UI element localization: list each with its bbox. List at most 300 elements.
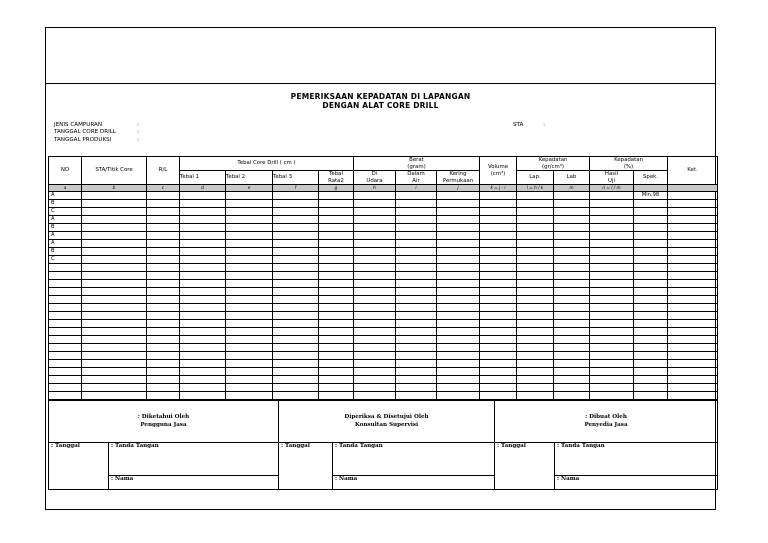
table-cell[interactable] xyxy=(180,231,226,239)
table-cell[interactable] xyxy=(147,375,180,383)
table-cell[interactable] xyxy=(49,367,82,375)
table-cell[interactable] xyxy=(480,367,517,375)
table-cell[interactable] xyxy=(226,223,273,231)
table-cell[interactable] xyxy=(354,343,396,351)
table-cell[interactable] xyxy=(668,231,718,239)
table-cell[interactable] xyxy=(590,263,634,271)
table-cell[interactable] xyxy=(480,343,517,351)
table-cell[interactable] xyxy=(668,191,718,199)
row-label[interactable]: B xyxy=(49,223,82,231)
table-cell[interactable] xyxy=(634,343,668,351)
table-cell[interactable] xyxy=(180,279,226,287)
table-cell[interactable] xyxy=(226,367,273,375)
table-cell[interactable] xyxy=(180,391,226,399)
table-cell[interactable] xyxy=(354,199,396,207)
table-cell[interactable] xyxy=(437,327,480,335)
table-cell[interactable] xyxy=(480,303,517,311)
table-cell[interactable] xyxy=(634,287,668,295)
table-cell[interactable] xyxy=(273,207,319,215)
table-cell[interactable] xyxy=(319,191,354,199)
table-cell[interactable] xyxy=(634,239,668,247)
table-cell[interactable] xyxy=(590,271,634,279)
table-cell[interactable] xyxy=(273,383,319,391)
table-cell[interactable] xyxy=(147,359,180,367)
table-cell[interactable] xyxy=(590,351,634,359)
table-cell[interactable] xyxy=(668,375,718,383)
table-cell[interactable] xyxy=(147,303,180,311)
table-cell[interactable] xyxy=(226,343,273,351)
table-cell[interactable] xyxy=(396,319,437,327)
table-cell[interactable] xyxy=(82,247,147,255)
table-cell[interactable] xyxy=(668,311,718,319)
table-cell[interactable] xyxy=(354,207,396,215)
table-cell[interactable] xyxy=(49,327,82,335)
table-cell[interactable] xyxy=(147,351,180,359)
table-cell[interactable] xyxy=(634,215,668,223)
table-cell[interactable] xyxy=(273,319,319,327)
table-cell[interactable] xyxy=(180,351,226,359)
table-cell[interactable] xyxy=(180,255,226,263)
table-cell[interactable] xyxy=(319,239,354,247)
table-cell[interactable] xyxy=(396,231,437,239)
table-cell[interactable] xyxy=(437,263,480,271)
table-cell[interactable] xyxy=(319,351,354,359)
table-cell[interactable] xyxy=(226,255,273,263)
table-cell[interactable] xyxy=(517,239,554,247)
table-cell[interactable] xyxy=(668,247,718,255)
table-cell[interactable] xyxy=(82,295,147,303)
table-cell[interactable] xyxy=(226,231,273,239)
table-cell[interactable] xyxy=(396,351,437,359)
table-cell[interactable] xyxy=(273,367,319,375)
table-cell[interactable] xyxy=(273,335,319,343)
table-cell[interactable] xyxy=(590,375,634,383)
table-cell[interactable] xyxy=(554,287,590,295)
table-cell[interactable] xyxy=(147,223,180,231)
table-cell[interactable] xyxy=(634,391,668,399)
table-cell[interactable] xyxy=(147,343,180,351)
table-cell[interactable] xyxy=(273,247,319,255)
table-cell[interactable] xyxy=(82,351,147,359)
table-cell[interactable] xyxy=(147,199,180,207)
table-cell[interactable] xyxy=(668,199,718,207)
table-cell[interactable] xyxy=(590,239,634,247)
table-cell[interactable] xyxy=(82,263,147,271)
table-cell[interactable] xyxy=(226,335,273,343)
table-cell[interactable] xyxy=(590,199,634,207)
table-cell[interactable] xyxy=(354,303,396,311)
table-cell[interactable] xyxy=(634,327,668,335)
table-cell[interactable] xyxy=(554,295,590,303)
table-cell[interactable] xyxy=(396,207,437,215)
table-cell[interactable] xyxy=(517,375,554,383)
table-cell[interactable] xyxy=(180,327,226,335)
table-cell[interactable] xyxy=(517,215,554,223)
table-cell[interactable] xyxy=(319,215,354,223)
table-cell[interactable] xyxy=(480,319,517,327)
table-cell[interactable] xyxy=(437,287,480,295)
table-cell[interactable] xyxy=(180,199,226,207)
table-cell[interactable] xyxy=(49,311,82,319)
table-cell[interactable] xyxy=(147,255,180,263)
table-cell[interactable] xyxy=(354,391,396,399)
table-cell[interactable] xyxy=(319,311,354,319)
table-cell[interactable] xyxy=(273,215,319,223)
table-cell[interactable] xyxy=(480,327,517,335)
table-cell[interactable] xyxy=(82,367,147,375)
table-cell[interactable] xyxy=(437,255,480,263)
table-cell[interactable] xyxy=(180,383,226,391)
table-cell[interactable] xyxy=(396,383,437,391)
table-cell[interactable] xyxy=(354,327,396,335)
table-cell[interactable] xyxy=(517,255,554,263)
table-cell[interactable] xyxy=(517,295,554,303)
table-cell[interactable] xyxy=(147,271,180,279)
table-cell[interactable] xyxy=(147,319,180,327)
table-cell[interactable] xyxy=(273,295,319,303)
table-cell[interactable] xyxy=(82,279,147,287)
table-cell[interactable] xyxy=(82,271,147,279)
table-cell[interactable] xyxy=(437,383,480,391)
table-cell[interactable] xyxy=(437,279,480,287)
table-cell[interactable] xyxy=(554,343,590,351)
table-cell[interactable] xyxy=(634,279,668,287)
table-cell[interactable] xyxy=(396,199,437,207)
table-cell[interactable] xyxy=(319,231,354,239)
table-cell[interactable] xyxy=(49,351,82,359)
table-cell[interactable] xyxy=(49,391,82,399)
table-cell[interactable] xyxy=(590,391,634,399)
table-cell[interactable] xyxy=(480,375,517,383)
table-cell[interactable] xyxy=(517,327,554,335)
table-cell[interactable] xyxy=(319,255,354,263)
table-cell[interactable] xyxy=(147,215,180,223)
table-cell[interactable] xyxy=(554,215,590,223)
row-label[interactable]: C xyxy=(49,255,82,263)
table-cell[interactable] xyxy=(273,255,319,263)
table-cell[interactable] xyxy=(480,295,517,303)
table-cell[interactable] xyxy=(82,199,147,207)
table-cell[interactable] xyxy=(590,191,634,199)
table-cell[interactable] xyxy=(49,359,82,367)
table-cell[interactable] xyxy=(226,359,273,367)
table-cell[interactable] xyxy=(49,279,82,287)
table-cell[interactable] xyxy=(396,303,437,311)
table-cell[interactable] xyxy=(590,255,634,263)
table-cell[interactable] xyxy=(590,279,634,287)
table-cell[interactable] xyxy=(82,239,147,247)
table-cell[interactable] xyxy=(319,247,354,255)
table-cell[interactable] xyxy=(49,295,82,303)
table-cell[interactable] xyxy=(82,231,147,239)
table-cell[interactable] xyxy=(517,303,554,311)
table-cell[interactable] xyxy=(147,327,180,335)
table-cell[interactable] xyxy=(668,383,718,391)
table-cell[interactable] xyxy=(319,335,354,343)
table-cell[interactable] xyxy=(668,367,718,375)
table-cell[interactable] xyxy=(517,335,554,343)
table-cell[interactable] xyxy=(49,335,82,343)
row-label[interactable]: B xyxy=(49,199,82,207)
table-cell[interactable] xyxy=(517,207,554,215)
table-cell[interactable] xyxy=(554,207,590,215)
table-cell[interactable] xyxy=(49,383,82,391)
table-cell[interactable] xyxy=(437,231,480,239)
table-cell[interactable] xyxy=(396,247,437,255)
table-cell[interactable] xyxy=(82,255,147,263)
table-cell[interactable] xyxy=(273,343,319,351)
table-cell[interactable] xyxy=(517,367,554,375)
table-cell[interactable] xyxy=(319,359,354,367)
table-cell[interactable] xyxy=(82,359,147,367)
table-cell[interactable] xyxy=(590,247,634,255)
table-cell[interactable] xyxy=(319,391,354,399)
table-cell[interactable] xyxy=(82,375,147,383)
table-cell[interactable] xyxy=(480,335,517,343)
table-cell[interactable] xyxy=(273,263,319,271)
table-cell[interactable] xyxy=(319,343,354,351)
table-cell[interactable] xyxy=(354,215,396,223)
table-cell[interactable] xyxy=(273,223,319,231)
table-cell[interactable] xyxy=(437,239,480,247)
table-cell[interactable] xyxy=(668,239,718,247)
table-cell[interactable] xyxy=(319,383,354,391)
table-cell[interactable] xyxy=(480,263,517,271)
table-cell[interactable] xyxy=(147,391,180,399)
table-cell[interactable] xyxy=(554,255,590,263)
table-cell[interactable] xyxy=(147,367,180,375)
table-cell[interactable] xyxy=(517,287,554,295)
table-cell[interactable] xyxy=(634,303,668,311)
table-cell[interactable] xyxy=(354,231,396,239)
table-cell[interactable] xyxy=(273,311,319,319)
table-cell[interactable] xyxy=(354,311,396,319)
table-cell[interactable] xyxy=(396,335,437,343)
table-cell[interactable] xyxy=(554,327,590,335)
table-cell[interactable] xyxy=(634,367,668,375)
table-cell[interactable] xyxy=(226,351,273,359)
table-cell[interactable] xyxy=(273,327,319,335)
table-cell[interactable] xyxy=(480,311,517,319)
table-cell[interactable] xyxy=(49,263,82,271)
table-cell[interactable] xyxy=(517,311,554,319)
table-cell[interactable] xyxy=(354,191,396,199)
table-cell[interactable] xyxy=(634,271,668,279)
table-cell[interactable] xyxy=(517,263,554,271)
table-cell[interactable] xyxy=(226,263,273,271)
table-cell[interactable] xyxy=(668,351,718,359)
table-cell[interactable] xyxy=(590,303,634,311)
table-cell[interactable] xyxy=(634,375,668,383)
table-cell[interactable] xyxy=(226,247,273,255)
table-cell[interactable] xyxy=(517,359,554,367)
table-cell[interactable] xyxy=(180,319,226,327)
table-cell[interactable] xyxy=(554,383,590,391)
table-cell[interactable] xyxy=(517,191,554,199)
table-cell[interactable] xyxy=(319,367,354,375)
table-cell[interactable] xyxy=(226,279,273,287)
table-cell[interactable] xyxy=(82,287,147,295)
table-cell[interactable] xyxy=(273,287,319,295)
table-cell[interactable] xyxy=(273,303,319,311)
table-cell[interactable] xyxy=(554,279,590,287)
table-cell[interactable] xyxy=(319,375,354,383)
table-cell[interactable] xyxy=(82,311,147,319)
table-cell[interactable] xyxy=(226,375,273,383)
row-label[interactable]: A xyxy=(49,191,82,199)
table-cell[interactable] xyxy=(49,319,82,327)
table-cell[interactable] xyxy=(396,359,437,367)
table-cell[interactable] xyxy=(396,279,437,287)
table-cell[interactable] xyxy=(554,319,590,327)
table-cell[interactable] xyxy=(180,191,226,199)
table-cell[interactable] xyxy=(354,335,396,343)
table-cell[interactable] xyxy=(396,239,437,247)
table-cell[interactable] xyxy=(396,343,437,351)
table-cell[interactable] xyxy=(319,199,354,207)
table-cell[interactable] xyxy=(354,375,396,383)
table-cell[interactable] xyxy=(147,287,180,295)
row-label[interactable]: A xyxy=(49,231,82,239)
table-cell[interactable] xyxy=(517,383,554,391)
table-cell[interactable] xyxy=(226,287,273,295)
table-cell[interactable] xyxy=(354,383,396,391)
table-cell[interactable] xyxy=(396,223,437,231)
table-cell[interactable] xyxy=(49,271,82,279)
table-cell[interactable] xyxy=(634,263,668,271)
table-cell[interactable] xyxy=(437,351,480,359)
table-cell[interactable] xyxy=(634,199,668,207)
table-cell[interactable] xyxy=(554,247,590,255)
table-cell[interactable] xyxy=(517,247,554,255)
table-cell[interactable] xyxy=(634,223,668,231)
table-cell[interactable] xyxy=(180,263,226,271)
table-cell[interactable] xyxy=(396,327,437,335)
table-cell[interactable] xyxy=(354,295,396,303)
table-cell[interactable] xyxy=(517,391,554,399)
table-cell[interactable] xyxy=(273,351,319,359)
table-cell[interactable] xyxy=(180,215,226,223)
table-cell[interactable] xyxy=(319,287,354,295)
table-cell[interactable] xyxy=(437,343,480,351)
table-cell[interactable] xyxy=(147,231,180,239)
table-cell[interactable] xyxy=(319,295,354,303)
table-cell[interactable] xyxy=(590,215,634,223)
table-cell[interactable] xyxy=(554,391,590,399)
table-cell[interactable] xyxy=(180,359,226,367)
table-cell[interactable] xyxy=(396,215,437,223)
table-cell[interactable] xyxy=(480,391,517,399)
table-cell[interactable] xyxy=(273,191,319,199)
table-cell[interactable] xyxy=(590,327,634,335)
table-cell[interactable] xyxy=(668,335,718,343)
table-cell[interactable] xyxy=(147,239,180,247)
table-cell[interactable] xyxy=(396,311,437,319)
table-cell[interactable] xyxy=(273,271,319,279)
table-cell[interactable] xyxy=(668,327,718,335)
table-cell[interactable] xyxy=(480,271,517,279)
table-cell[interactable] xyxy=(82,319,147,327)
table-cell[interactable] xyxy=(396,287,437,295)
table-cell[interactable] xyxy=(590,223,634,231)
table-cell[interactable] xyxy=(273,231,319,239)
table-cell[interactable] xyxy=(396,271,437,279)
table-cell[interactable] xyxy=(634,359,668,367)
table-cell[interactable] xyxy=(634,351,668,359)
table-cell[interactable] xyxy=(319,271,354,279)
table-cell[interactable] xyxy=(437,199,480,207)
table-cell[interactable] xyxy=(554,239,590,247)
table-cell[interactable] xyxy=(437,359,480,367)
table-cell[interactable] xyxy=(319,327,354,335)
table-cell[interactable] xyxy=(634,319,668,327)
table-cell[interactable] xyxy=(437,303,480,311)
table-cell[interactable] xyxy=(590,287,634,295)
table-cell[interactable] xyxy=(480,351,517,359)
table-cell[interactable] xyxy=(82,223,147,231)
table-cell[interactable] xyxy=(226,295,273,303)
table-cell[interactable] xyxy=(554,263,590,271)
table-cell[interactable] xyxy=(634,231,668,239)
table-cell[interactable] xyxy=(668,303,718,311)
table-cell[interactable] xyxy=(517,199,554,207)
table-cell[interactable] xyxy=(180,367,226,375)
row-label[interactable]: C xyxy=(49,207,82,215)
table-cell[interactable] xyxy=(480,199,517,207)
table-cell[interactable] xyxy=(554,223,590,231)
table-cell[interactable] xyxy=(437,271,480,279)
table-cell[interactable] xyxy=(480,359,517,367)
table-cell[interactable] xyxy=(668,319,718,327)
table-cell[interactable] xyxy=(180,311,226,319)
table-cell[interactable] xyxy=(354,271,396,279)
table-cell[interactable] xyxy=(590,231,634,239)
table-cell[interactable] xyxy=(480,231,517,239)
table-cell[interactable] xyxy=(226,271,273,279)
table-cell[interactable] xyxy=(396,191,437,199)
row-label[interactable]: A xyxy=(49,215,82,223)
table-cell[interactable] xyxy=(517,231,554,239)
table-cell[interactable] xyxy=(354,359,396,367)
table-cell[interactable] xyxy=(226,191,273,199)
table-cell[interactable] xyxy=(437,207,480,215)
table-cell[interactable] xyxy=(147,295,180,303)
table-cell[interactable] xyxy=(319,303,354,311)
table-cell[interactable] xyxy=(354,287,396,295)
table-cell[interactable] xyxy=(668,215,718,223)
table-cell[interactable] xyxy=(668,359,718,367)
table-cell[interactable] xyxy=(437,295,480,303)
table-cell[interactable] xyxy=(554,199,590,207)
table-cell[interactable] xyxy=(226,383,273,391)
table-cell[interactable] xyxy=(590,359,634,367)
table-cell[interactable] xyxy=(437,215,480,223)
table-cell[interactable] xyxy=(147,191,180,199)
table-cell[interactable] xyxy=(396,295,437,303)
table-cell[interactable] xyxy=(319,263,354,271)
table-cell[interactable] xyxy=(147,383,180,391)
table-cell[interactable] xyxy=(319,279,354,287)
table-cell[interactable] xyxy=(396,375,437,383)
table-cell[interactable] xyxy=(480,287,517,295)
table-cell[interactable] xyxy=(590,343,634,351)
table-cell[interactable] xyxy=(180,247,226,255)
spek-value[interactable]: Min.98 xyxy=(634,191,668,199)
table-cell[interactable] xyxy=(480,239,517,247)
table-cell[interactable] xyxy=(590,319,634,327)
table-cell[interactable] xyxy=(180,295,226,303)
table-cell[interactable] xyxy=(590,311,634,319)
